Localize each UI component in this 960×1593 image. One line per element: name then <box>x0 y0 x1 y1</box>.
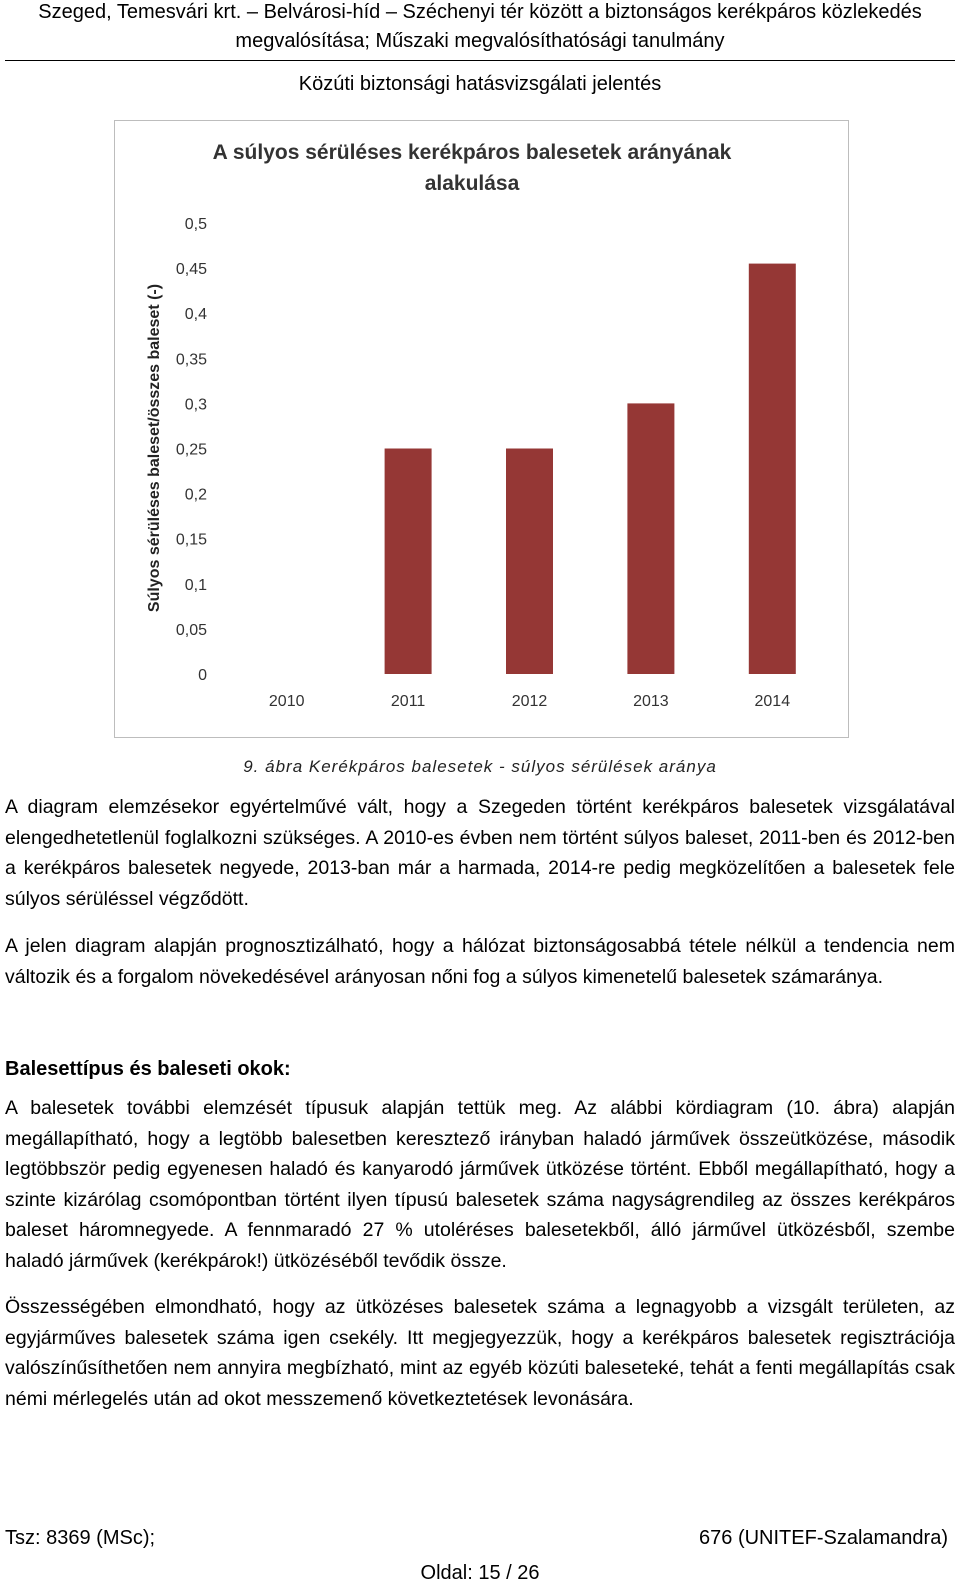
x-tick-label: 2011 <box>390 693 426 710</box>
chart-title <box>213 141 732 195</box>
y-tick-label: 0,15 <box>175 531 207 549</box>
y-tick-label: 0,2 <box>184 486 207 504</box>
chart-bars <box>385 264 796 674</box>
bar <box>385 449 432 675</box>
footer-reference-left: Tsz: 8369 (MSc); <box>5 1527 156 1549</box>
header-subtitle: Közúti biztonsági hatásvizsgálati jelentés <box>298 73 662 95</box>
chart-y-axis-label <box>146 284 163 612</box>
x-tick-label: 2010 <box>268 693 305 710</box>
header-title-line2: megvalósítása; Műszaki megvalósíthatósági tanulmány <box>235 30 725 52</box>
chart-title-line: alakulása <box>424 172 520 195</box>
paragraph-4: Összességében elmondható, hogy az ütközéses balesetek száma a legnagyobb a vizsgált területen, az egyjárműves balesetek száma igen csekély. Itt megjegyezzük, hogy a kerékpáros balesetek regisztrációja valószínűsíthetően nem annyira megbízható, mint az egyéb közúti baleseteké, tehát a fenti megállapítás csak némi mérlegelés után ad okot messzemenő következtetések levonására. <box>5 1296 955 1410</box>
y-axis-label: Súlyos sérüléses baleset/összes baleset (-) <box>146 283 163 613</box>
page-header <box>0 0 960 56</box>
y-tick-label: 0,5 <box>184 216 207 233</box>
y-tick-label: 0,4 <box>184 306 207 324</box>
section-heading: Balesettípus és baleseti okok: <box>5 1058 291 1080</box>
bar <box>506 449 553 675</box>
y-tick-label: 0,25 <box>175 441 207 459</box>
x-tick-label: 2014 <box>754 693 791 710</box>
x-tick-label: 2012 <box>511 693 548 710</box>
header-title-line1: Szeged, Temesvári krt. – Belvárosi-híd – Széchenyi tér között a biztonságos kerékpáros közlekedés <box>38 1 922 23</box>
paragraph-1: A diagram elemzésekor egyértelművé vált, hogy a Szegeden történt kerékpáros balesetek vizsgálatával elengedhetetlenül foglalkozni szükséges. A 2010-es évben nem történt súlyos baleset, 2011-ben és 2012-ben a kerékpáros balesetek negyede, 2013-ban már a harmada, 2014-re pedig megközelítően a balesetek fele súlyos sérüléssel végződött. <box>5 796 955 910</box>
bar <box>749 264 796 674</box>
y-tick-label: 0,05 <box>175 621 207 639</box>
y-tick-label: 0,45 <box>175 261 207 279</box>
chart-y-ticks <box>176 216 207 684</box>
bar <box>627 403 674 674</box>
y-tick-label: 0,1 <box>184 576 207 594</box>
bar-chart-frame <box>114 120 849 738</box>
page-number: Oldal: 15 / 26 <box>420 1562 540 1584</box>
chart-x-ticks <box>269 693 790 710</box>
paragraph-2: A jelen diagram alapján prognosztizálható, hogy a hálózat biztonságosabbá tétele nélkül a tendencia nem változik és a forgalom növekedésével arányosan nőni fog a súlyos kimenetelű balesetek számaránya. <box>5 935 955 988</box>
chart-title-line: A súlyos sérüléses kerékpáros balesetek arányának <box>212 141 732 164</box>
bar-chart <box>115 121 848 737</box>
x-tick-label: 2013 <box>633 693 669 710</box>
y-tick-label: 0,3 <box>184 396 207 414</box>
paragraph-3: A balesetek további elemzését típusuk alapján tettük meg. Az alábbi kördiagram (10. ábra) alapján megállapítható, hogy a legtöbb balesetben keresztező irányban haladó járművek összeütközése, második legtöbbször pedig egyenesen haladó és kanyarodó járművek ütközése történt. Ebből megállapítható, hogy a szinte kizárólag csomópontban történt ilyen típusú balesetek száma nagyságrendileg az összes kerékpáros baleset háromnegyede. A fennmaradó 27 % utoléréses balesetekből, álló járművel ütközésből, szembe haladó járművek (kerékpárok!) ütközéséből tevődik össze. <box>5 1097 955 1272</box>
footer-reference-right: 676 (UNITEF-Szalamandra) <box>699 1527 948 1549</box>
header-divider <box>5 60 955 61</box>
figure-caption: 9. ábra Kerékpáros balesetek - súlyos sérülések aránya <box>243 757 717 776</box>
y-tick-label: 0 <box>198 667 207 684</box>
y-tick-label: 0,35 <box>175 351 207 369</box>
